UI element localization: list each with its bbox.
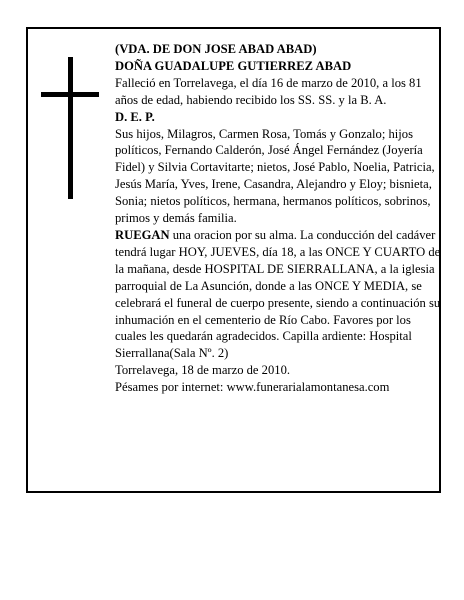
ruegan-paragraph [115, 227, 441, 362]
condolences-line: Pésames por internet: www.funerarialamontanesa.com [115, 380, 390, 395]
cross-icon-bar [41, 92, 99, 97]
deceased-name: DOÑA GUADALUPE GUTIERREZ ABAD [115, 58, 352, 73]
place-date: Torrelavega, 18 de marzo de 2010. [115, 363, 291, 378]
dep-line: D. E. P. [115, 109, 155, 124]
ruegan-word: RUEGAN [115, 227, 170, 242]
death-info: Falleció en Torrelavega, el día 16 de marzo de 2010, a los 81 años de edad, habiendo recibido los SS. SS. y la B. A. [115, 75, 422, 107]
obituary-text [115, 41, 441, 396]
widow-line: (VDA. DE DON JOSE ABAD ABAD) [115, 42, 317, 56]
obituary-card [26, 27, 441, 493]
cross-icon [68, 57, 73, 199]
family-list: Sus hijos, Milagros, Carmen Rosa, Tomás y Gonzalo; hijos políticos, Fernando Calderón, José Ángel Fernández (Joyería Fidel) y Silvia Cortavitarte; nietos, José Pablo, Noelia, Patricia, Jesús María, Yves, Irene, Casandra, Alejandro y Eloy; bisnieta, Sonia; nietos políticos, hermana, hermanos políticos, sobrinos, primos y demás familia. [115, 126, 435, 226]
ruegan-text: una oracion por su alma. La conducción del cadáver tendrá lugar HOY, JUEVES, día 18, a las ONCE Y CUARTO de la mañana, desde HOSPITAL DE SIERRALLANA, a la iglesia parroquial de La Asunción, donde a las ONCE Y MEDIA, se celebrará el funeral de cuerpo presente, siendo a continuación su inhumación en el cementerio de Río Cabo. Favores por los cuales les quedarán agradecidos. Capilla ardiente: Hospital Sierrallana(Sala Nº. 2) [115, 227, 441, 361]
